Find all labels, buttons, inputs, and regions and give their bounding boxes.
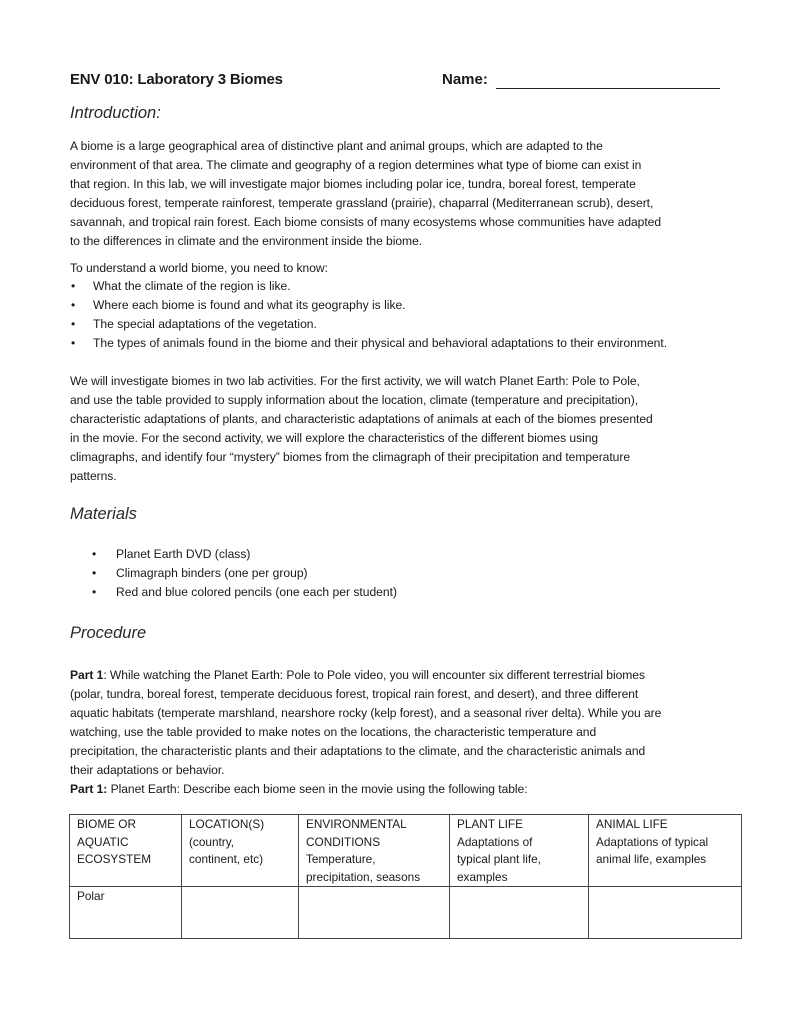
paragraph-line: and use the table provided to supply information about the location, climate (temperature and precipitation), (70, 393, 639, 407)
biome-notes-table (69, 814, 742, 939)
paragraph-line: savannah, and tropical rain forest. Each biome consists of many ecosystems whose communities have adapted (70, 215, 662, 229)
cell-plant-life[interactable] (450, 887, 589, 939)
paragraph-line: aquatic habitats (temperate marshland, nearshore rocky (kelp forest), and a seasonal river delta). While you are (70, 706, 662, 720)
list-item: • Climagraph binders (one per group) (90, 564, 690, 583)
paragraph-line: precipitation, the characteristic plants and their adaptations to the climate, and the characteristic animals and (70, 744, 646, 758)
introduction-heading: Introduction: (70, 104, 161, 122)
header-biome: BIOME OR AQUATIC ECOSYSTEM (70, 815, 182, 887)
paragraph-line: (polar, tundra, boreal forest, temperate deciduous forest, tropical rain forest, and desert), and three different (70, 687, 639, 701)
part1-table-label: Part 1: (70, 782, 108, 796)
paragraph-line: climagraphs, and identify four “mystery” biomes from the climagraph of their precipitation and temperature (70, 450, 631, 464)
name-blank-line[interactable] (496, 88, 720, 89)
activities-paragraph (70, 372, 730, 486)
paragraph-line: patterns. (70, 469, 117, 483)
paragraph-line: Part 1: Planet Earth: Describe each biome seen in the movie using the following table: (70, 782, 528, 796)
paragraph-line: that region. In this lab, we will investigate major biomes including polar ice, tundra, boreal forest, temperate (70, 177, 636, 191)
list-intro: To understand a world biome, you need to know: (70, 261, 328, 275)
bullet-icon: • (71, 298, 76, 312)
paragraph-line: deciduous forest, temperate rainforest, temperate grassland (prairie), chaparral (Mediterranean scrub), desert, (70, 196, 654, 210)
bullet-icon: • (92, 566, 97, 580)
materials-heading: Materials (70, 505, 137, 523)
part1-label: Part 1 (70, 668, 104, 682)
paragraph-line: We will investigate biomes in two lab activities. For the first activity, we will watch Planet Earth: Pole to Pole, (70, 374, 640, 388)
list-item: • Red and blue colored pencils (one each per student) (90, 583, 690, 602)
materials-list (90, 545, 690, 602)
list-item: • Planet Earth DVD (class) (90, 545, 690, 564)
list-item: • Where each biome is found and what its geography is like. (70, 296, 740, 315)
name-label: Name: (442, 71, 488, 88)
paragraph-line: in the movie. For the second activity, we will explore the characteristics of the different biomes using (70, 431, 599, 445)
paragraph-line: characteristic adaptations of plants, and characteristic adaptations of animals at each of the biomes presented (70, 412, 653, 426)
paragraph-line: environment of that area. The climate and geography of a region determines what type of biome can exist in (70, 158, 642, 172)
bullet-icon: • (71, 317, 76, 331)
bullet-icon: • (92, 547, 97, 561)
bullet-icon: • (71, 336, 76, 350)
header-plant-life: PLANT LIFE Adaptations of typical plant life, examples (450, 815, 589, 887)
table-header-row (70, 815, 742, 887)
cell-environmental-conditions[interactable] (299, 887, 450, 939)
cell-biome: Polar (70, 887, 182, 939)
bullet-icon: • (71, 279, 76, 293)
paragraph-line: Part 1: While watching the Planet Earth: Pole to Pole video, you will encounter six different terrestrial biomes (70, 668, 645, 682)
header-location: LOCATION(S) (country, continent, etc) (182, 815, 299, 887)
list-item: • The types of animals found in the biome and their physical and behavioral adaptations to their environment. (70, 334, 740, 353)
cell-location[interactable] (182, 887, 299, 939)
part1-paragraph (70, 666, 730, 799)
introduction-paragraph (70, 137, 730, 251)
procedure-heading: Procedure (70, 624, 147, 642)
biome-knowledge-list (70, 277, 740, 353)
paragraph-line: to the differences in climate and the environment inside the biome. (70, 234, 423, 248)
bullet-icon: • (92, 585, 97, 599)
paragraph-line: A biome is a large geographical area of distinctive plant and animal groups, which are adapted to the (70, 139, 603, 153)
list-item: • The special adaptations of the vegetation. (70, 315, 740, 334)
list-item: • What the climate of the region is like. (70, 277, 740, 296)
cell-animal-life[interactable] (589, 887, 742, 939)
table-row (70, 887, 742, 939)
paragraph-line: their adaptations or behavior. (70, 763, 225, 777)
document-header (70, 71, 740, 93)
document-title: ENV 010: Laboratory 3 Biomes (70, 71, 283, 88)
paragraph-line: watching, use the table provided to make notes on the locations, the characteristic temperature and (70, 725, 597, 739)
header-animal-life: ANIMAL LIFE Adaptations of typical animal life, examples (589, 815, 742, 887)
header-environmental-conditions: ENVIRONMENTAL CONDITIONS Temperature, precipitation, seasons (299, 815, 450, 887)
